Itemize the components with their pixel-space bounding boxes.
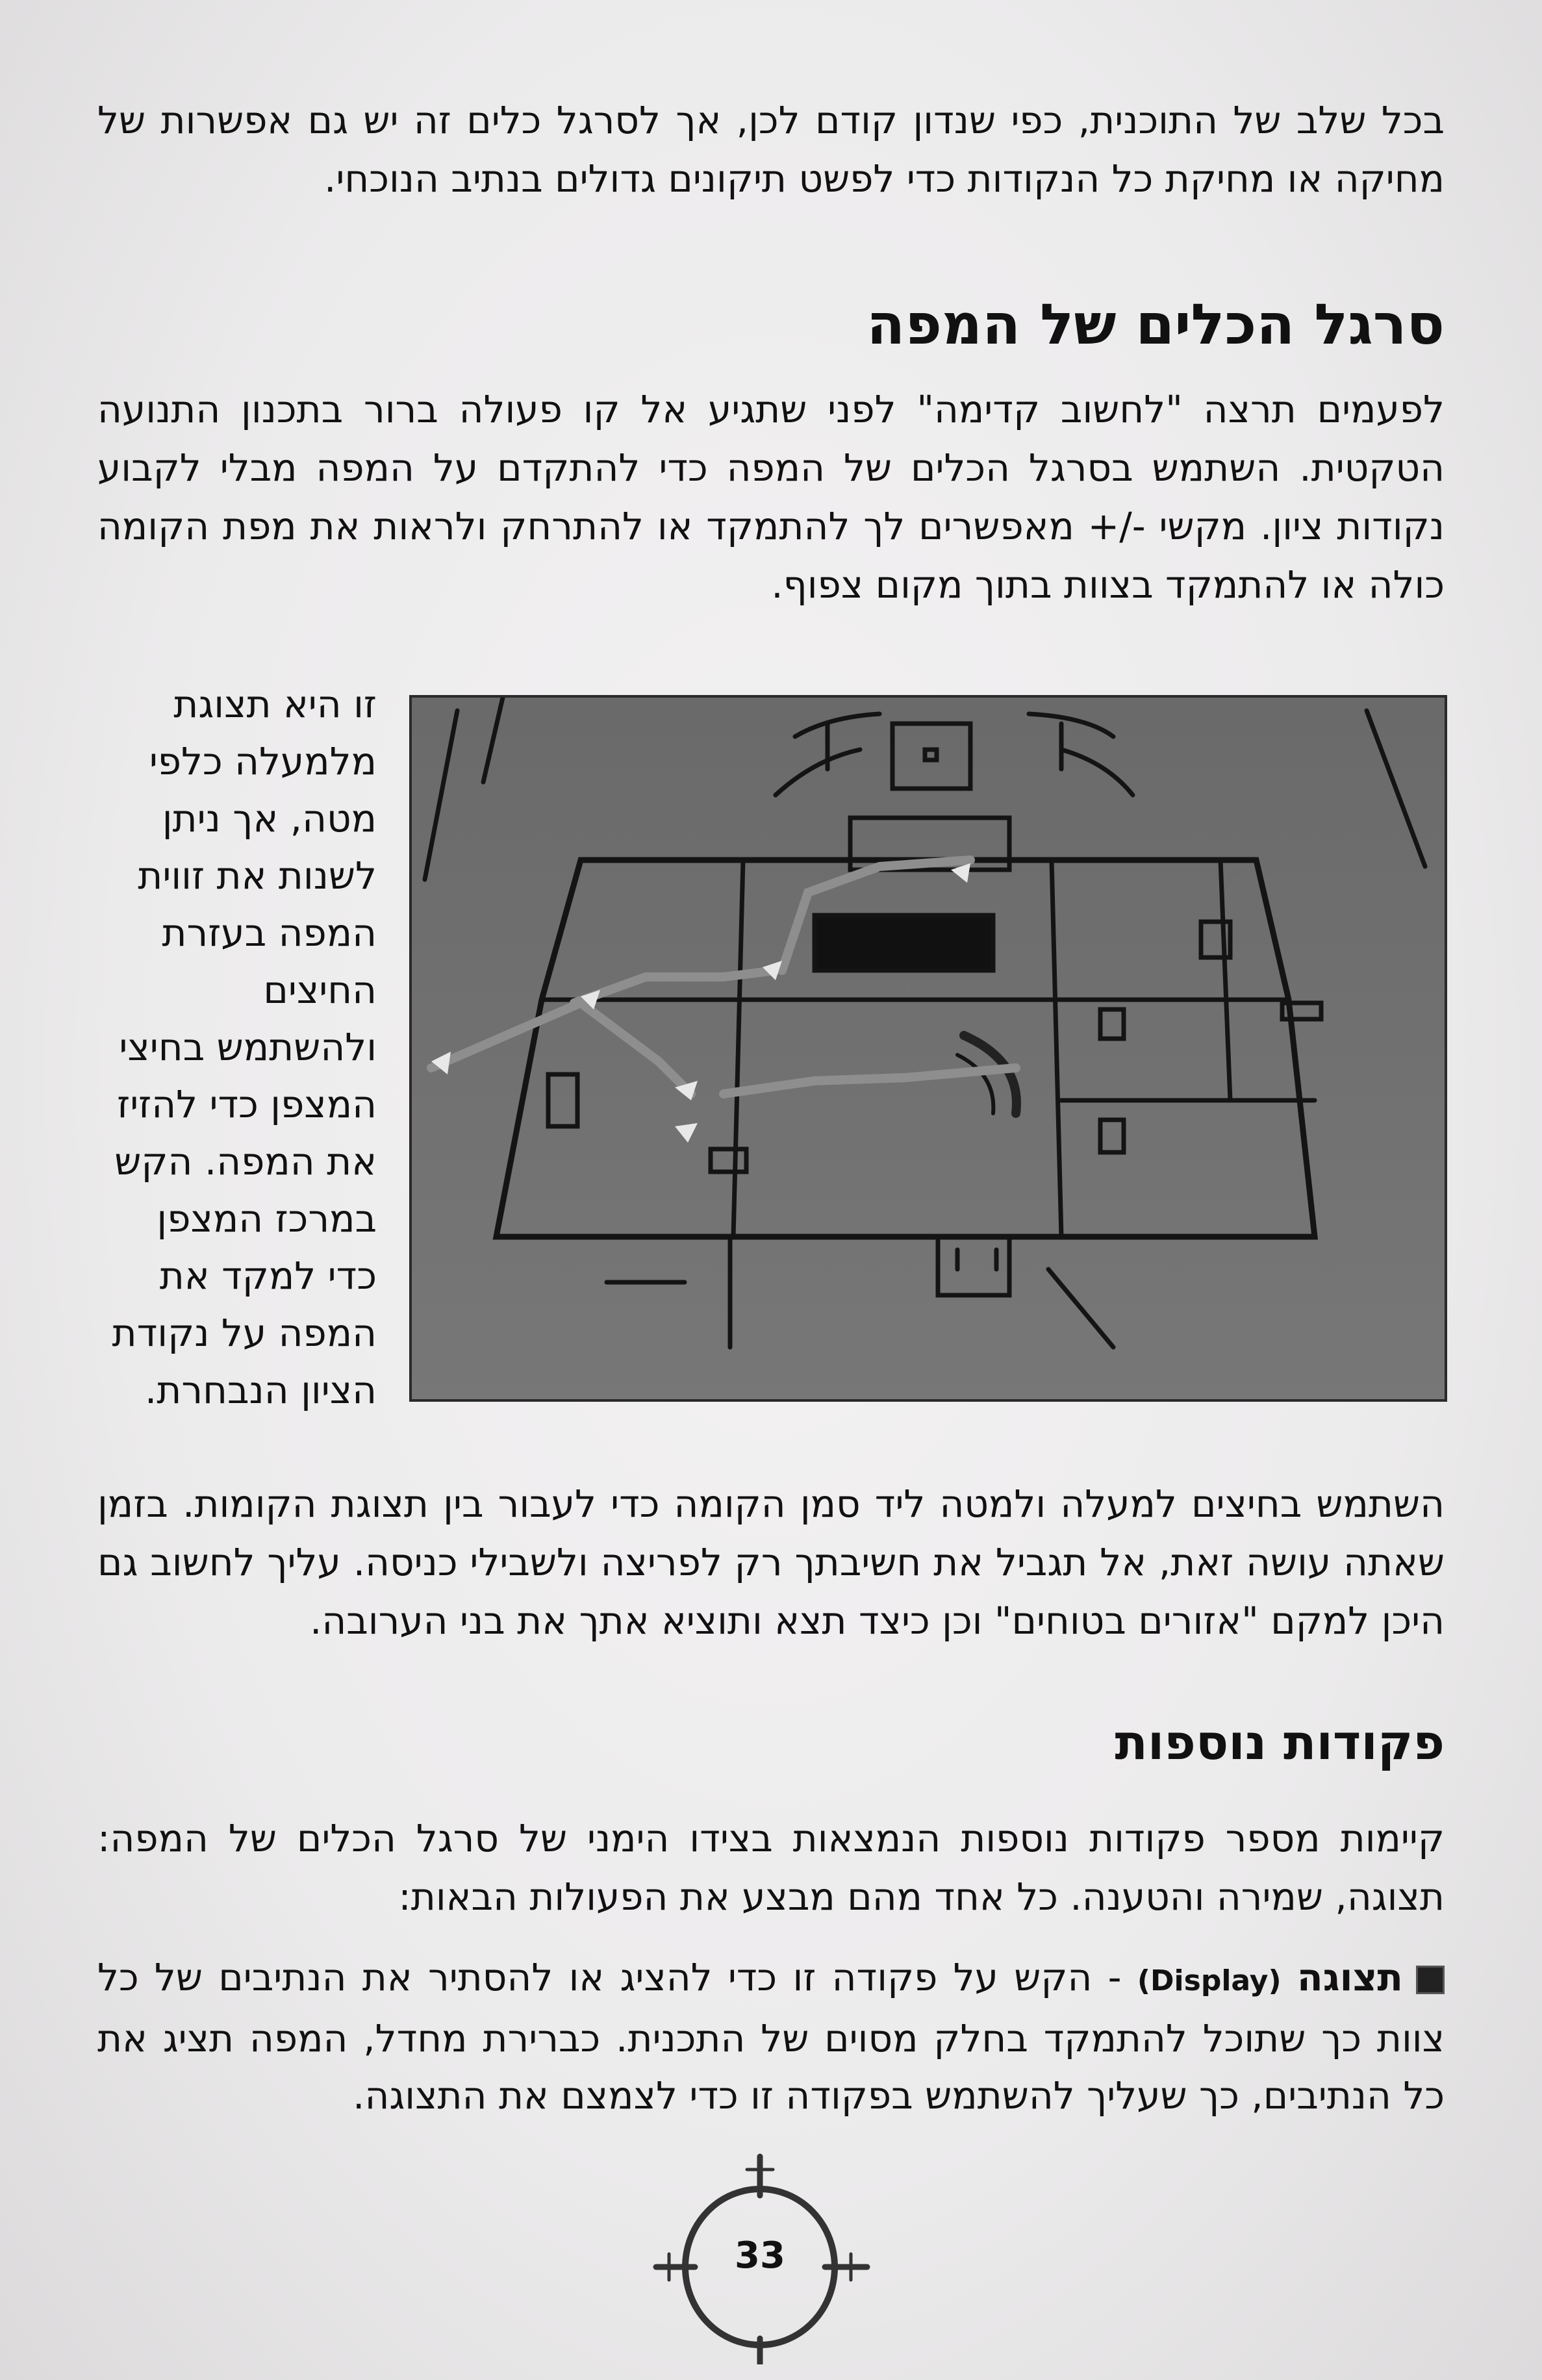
additional-commands-paragraph: קיימות מספר פקודות נוספות הנמצאות בצידו הימני של סרגל הכלים של המפה: תצוגה, שמירה והטענה. כל אחד מהם מבצע את הפעולות הבאות:: [97, 1816, 1445, 1919]
page-number: 33: [735, 2234, 785, 2277]
figure-caption: זו היא תצוגת מלמעלה כלפי מטה, אך ניתן לשנות את זווית המפה בעזרת החיצים ולהשתמש בחיצי המצפן כדי להזיז את המפה. הקש במרכז המצפן כדי למקד את המפה על נקודת הציון הנבחרת.: [112, 682, 377, 1412]
floor-plan-drawing: [412, 698, 1445, 1399]
floor-arrows-paragraph: השתמש בחיצים למעלה ולמטה ליד סמן הקומה כדי לעבור בין תצוגת הקומות. בזמן שאתה עושה זאת, אל תגביל את חשיבתך רק לפריצה ולשבילי כניסה. עליך לחשוב גם היכן למקם "אזורים בטוחים" וכן כיצד תצא ותוציא אתך את בני הערובה.: [97, 1482, 1445, 1643]
display-command-english: (Display): [1137, 1964, 1282, 1997]
display-command-title: תצוגה: [1296, 1955, 1403, 1999]
map-toolbar-heading: סרגל הכלים של המפה: [866, 292, 1445, 357]
square-bullet-icon: [1416, 1966, 1445, 1994]
tactical-map-screenshot: [409, 695, 1447, 1402]
display-command-bullet: [97, 1949, 1445, 2124]
page-number-ornament: [650, 2144, 870, 2364]
map-toolbar-paragraph: לפעמים תרצה "לחשוב קדימה" לפני שתגיע אל קו פעולה ברור בתכנון התנועה הטקטית. השתמש בסרגל הכלים של המפה כדי להתקדם על המפה מבלי לקבוע נקודות ציון. מקשי -/+ מאפשרים לך להתמקד או להתרחק ולראות את מפת הקומה כולה או להתמקד בצוות בתוך מקום צפוף.: [97, 387, 1445, 607]
additional-commands-heading: פקודות נוספות: [1115, 1715, 1445, 1771]
display-command-text: - הקש על פקודה זו כדי להציג או להסתיר את הנתיבים של כל צוות כך שתוכל להתמקד בחלק מסוים של התכנית. כברירת מחדל, המפה תציג את כל הנתיבים, כך שעליך להשתמש בפקודה זו כדי לצמצם את התצוגה.: [97, 1955, 1445, 2118]
intro-paragraph: בכל שלב של התוכנית, כפי שנדון קודם לכן, אך לסרגל כלים זה יש גם אפשרות של מחיקה או מחיקת כל הנקודות כדי לפשט תיקונים גדולים בנתיב הנוכחי.: [97, 98, 1445, 201]
